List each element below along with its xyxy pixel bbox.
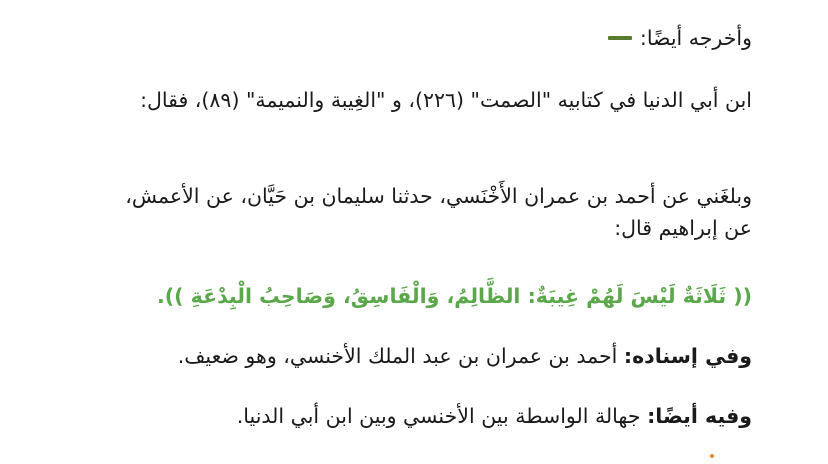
footnote-mark — [710, 454, 714, 458]
isnad-label: وفي إسناده: — [623, 344, 752, 368]
heading-text: وأخرجه أيضًا: — [639, 26, 752, 50]
additional-note — [112, 400, 752, 432]
isnad-note — [112, 340, 752, 372]
additional-text: جهالة الواسطة بين الأخنسي وبين ابن أبي الدنيا. — [236, 404, 648, 428]
heading-dash-marker — [608, 36, 632, 40]
section-heading — [112, 22, 752, 54]
chain-paragraph: وبلغَني عن أحمد بن عمران الأَخْنَسي، حدثنا سليمان بن حَيَّان، عن الأعمش، عن إبراهيم قال: — [125, 184, 752, 240]
source-paragraph: ابن أبي الدنيا في كتابيه "الصمت" (٢٢٦)، و "الغِيبة والنميمة" (٨٩)، فقال: — [140, 88, 752, 112]
isnad-text: أحمد بن عمران بن عبد الملك الأخنسي، وهو ضعيف. — [177, 344, 624, 368]
hadith-quote: (( ثَلَاثَةٌ لَيْسَ لَهُمْ غِيبَةٌ: الظَّالِمُ، وَالْفَاسِقُ، وَصَاحِبُ الْبِدْعَةِ )). — [156, 284, 752, 308]
additional-label: وفيه أيضًا: — [647, 404, 752, 428]
